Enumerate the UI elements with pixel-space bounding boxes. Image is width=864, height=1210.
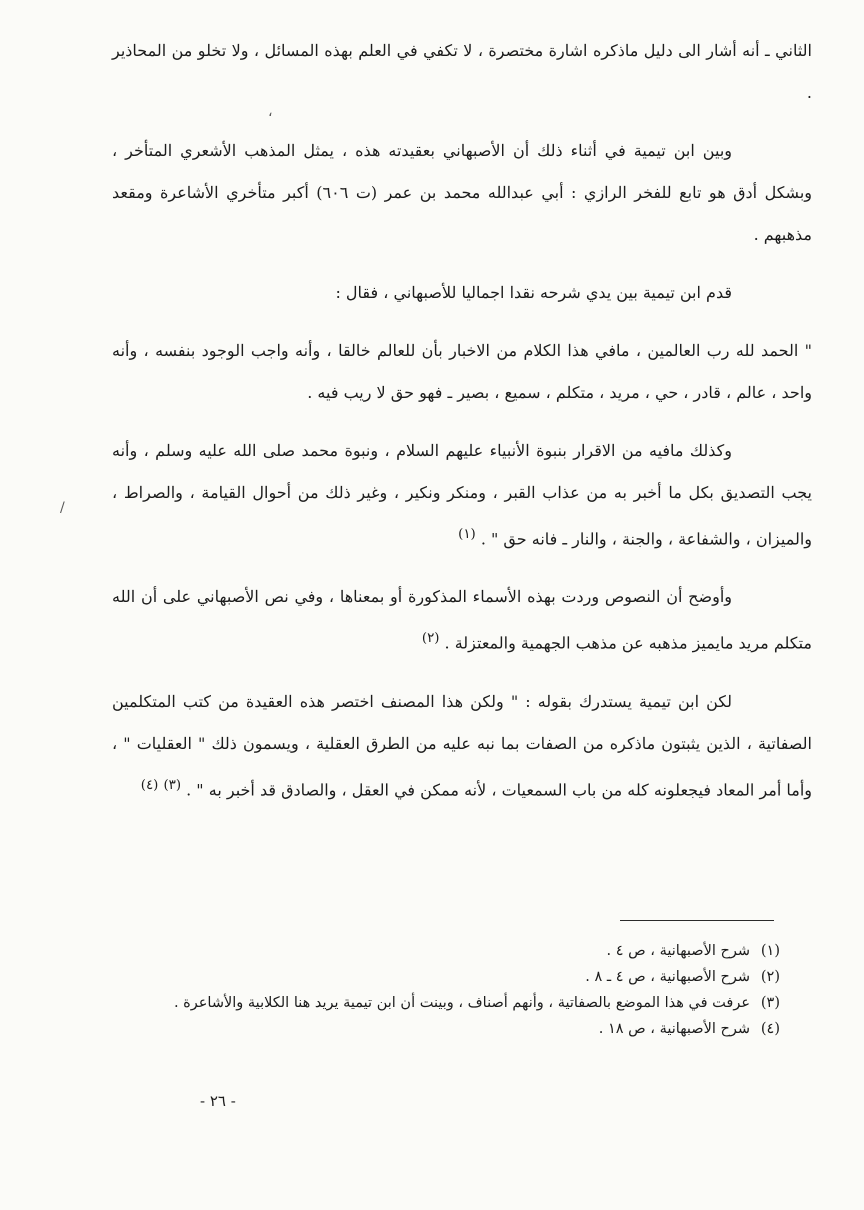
paragraph-2: وبين ابن تيمية في أثناء ذلك أن الأصبهاني بعقيدته هذه ، يمثل المذهب الأشعري المتأخر ، وبشكل أدق هو تابع للفخر الرازي : أبي عبدالله محمد بن عمر (ت ٦٠٦) أكبر متأخري الأشاعرة ومقعد مذهبهم . (112, 141, 813, 244)
footnotes (140, 938, 780, 1042)
paragraph-7 (112, 681, 812, 811)
scan-mark: ، (268, 104, 273, 120)
paragraph-5-text: وكذلك مافيه من الاقرار بنبوة الأنبياء عليهم السلام ، ونبوة محمد صلى الله عليه وسلم ، وأنه يجب التصديق بكل ما أخبر به من عذاب القبر ، ومنكر ونكير ، وغير ذلك من أحوال القيامة ، والصراط ، والميزان ، والشفاعة ، والجنة ، والنار ـ فانه حق " . (112, 441, 812, 549)
footnote-text: شرح الأصبهانية ، ص ٤ ـ ٨ . (585, 969, 750, 985)
footnote-1 (140, 938, 780, 964)
footnote-separator (620, 920, 774, 921)
footnote-marker-3: (٣) (163, 777, 182, 793)
footnote-marker-2: (٢) (421, 631, 440, 647)
paragraph-6 (112, 576, 812, 664)
footnote-text: شرح الأصبهانية ، ص ٤ . (606, 943, 750, 959)
footnote-text: شرح الأصبهانية ، ص ١٨ . (598, 1021, 750, 1037)
footnote-number: (٢) (760, 969, 780, 985)
footnote-text: عرفت في هذا الموضع بالصفاتية ، وأنهم أصناف ، وبينت أن ابن تيمية يريد هنا الكلابية والأشاعرة . (173, 995, 750, 1011)
footnote-3 (140, 990, 780, 1016)
paragraph-3: قدم ابن تيمية بين يدي شرحه نقدا اجماليا للأصبهاني ، فقال : (335, 283, 732, 302)
footnote-4 (140, 1016, 780, 1042)
paragraph-4-quote (112, 330, 812, 414)
scan-mark: / (60, 500, 65, 516)
footnote-marker-1: (١) (458, 527, 476, 542)
footnote-number: (٤) (760, 1021, 780, 1037)
footnote-number: (٣) (760, 995, 780, 1011)
quote-text: " الحمد لله رب العالمين ، مافي هذا الكلام من الاخبار بأن للعالم خالقا ، وأنه واجب الوجود بنفسه ، وأنه واحد ، عالم ، قادر ، حي ، مريد ، متكلم ، سميع ، بصير ـ فهو حق لا ريب فيه . (112, 341, 812, 402)
paragraph-5 (112, 430, 812, 560)
paragraph-1: الثاني ـ أنه أشار الى دليل ماذكره اشارة مختصرة ، لا تكفي في العلم بهذه المسائل ، ولا تخلو من المحاذير . (112, 41, 812, 102)
paragraph-6-text: وأوضح أن النصوص وردت بهذه الأسماء المذكورة أو بمعناها ، وفي نص الأصبهاني على أن الله متكلم مريد مايميز مذهبه عن مذهب الجهمية والمعتزلة . (112, 587, 812, 653)
footnote-number: (١) (760, 943, 780, 959)
body-text (112, 30, 812, 827)
footnote-2 (140, 964, 780, 990)
page-number: - ٢٦ - (200, 1092, 236, 1110)
paragraph-7-text: لكن ابن تيمية يستدرك بقوله : " ولكن هذا المصنف اختصر هذه العقيدة من كتب المتكلمين الصفاتية ، الذين يثبتون ماذكره من الصفات بما نبه عليه من الطرق العقلية ، ويسمون ذلك " العقليات " ، وأما أمر المعاد فيجعلونه كله من باب السمعيات ، لأنه ممكن في العقل ، والصادق قد أخبر به " . (112, 691, 813, 799)
footnote-marker-4: (٤) (140, 777, 159, 793)
